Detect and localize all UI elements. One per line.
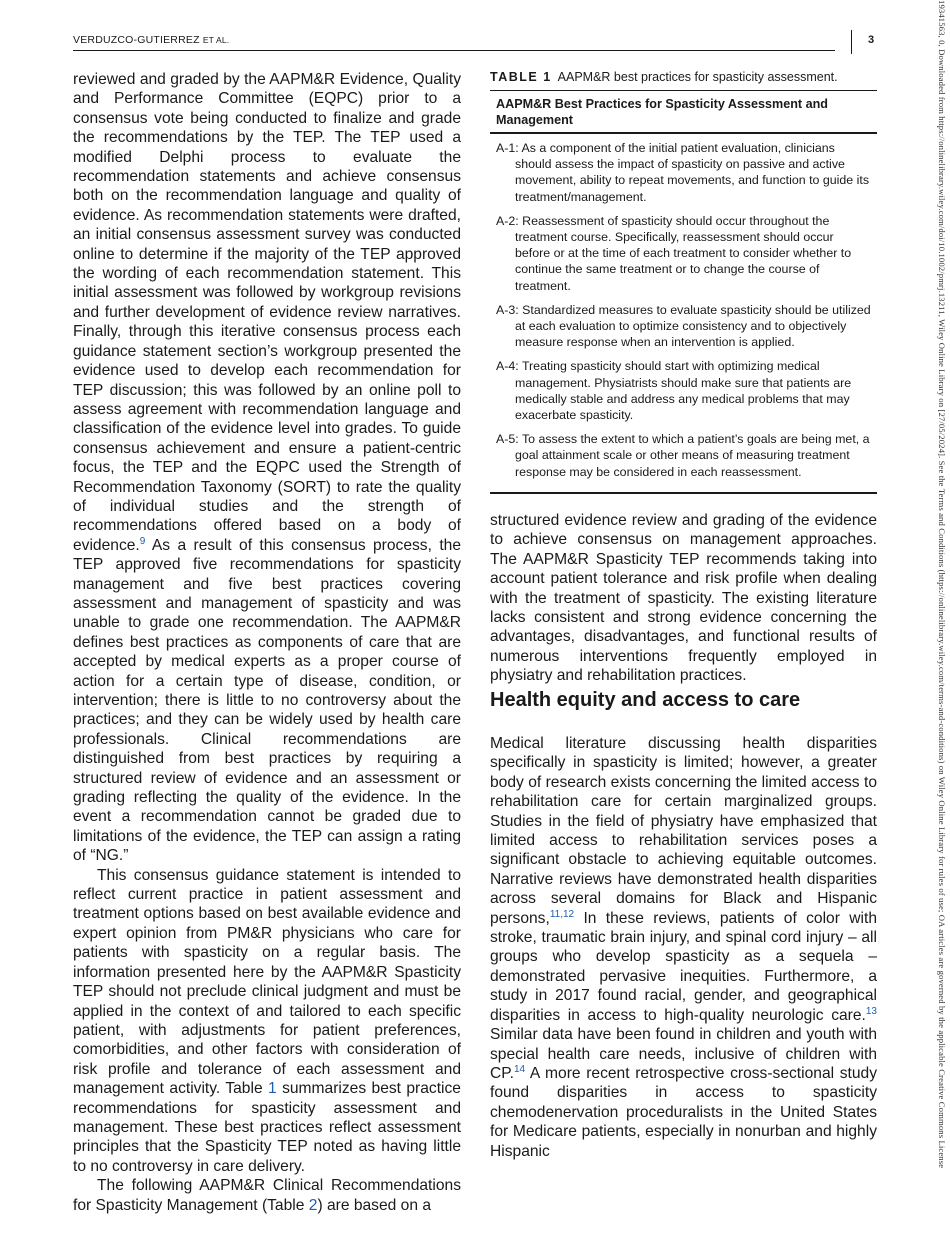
text-run: A more recent retrospective cross-sectional study found disparities in access to spasticity chemodenervation proceduralists in the United States for Medicare patients, especially in nonurban and highly Hispanic: [490, 1064, 877, 1160]
table-row: A-1: As a component of the initial patient evaluation, clinicians should assess the impact of spasticity on passive and active movement, ability to repeat movements, and function to guide its treatment/management.: [496, 141, 870, 204]
paragraph-methods: [73, 70, 461, 866]
paragraph-recommendations: [73, 1176, 461, 1215]
table-title: AAPM&R best practices for spasticity assessment.: [557, 70, 838, 84]
left-column: [73, 70, 461, 1215]
author-name: VERDUZCO-GUTIERREZ: [73, 34, 200, 46]
text-run: ) are based on a: [317, 1196, 432, 1214]
table-row: A-2: Reassessment of spasticity should occur throughout the treatment course. Specifically, reassessment should occur before or at the time of each treatment to consider whether to continue the same treatment or to change the course of treatment.: [496, 213, 852, 293]
paragraph-intent: [73, 866, 461, 1177]
text-run: reviewed and graded by the AAPM&R Evidence, Quality and Performance Committee (EQPC) prior to a consensus vote being conducted to finalize and grade the recommendations by the TEP. The TEP used a modified Delphi process to evaluate the recommendation statements and achieve consensus both on the recommendation language and quality of evidence. As recommendation statements were drafted, an initial consensus assessment survey was conducted online to determine if the majority of the TEP approved the wording of each recommendation statement. This initial assessment was followed by workgroup revisions and further development of evidence review narratives. Finally, through this iterative consensus process each guidance statement section’s workgroup presented the evidence used to develop each recommendation for TEP discussion; this was followed by an online poll to assess agreement with recommendation language and classification of the evidence level into grades. To guide consensus achievement and ensure a patient-centric focus, the TEP and the EQPC used the Strength of Recommendation Taxonomy (SORT) to rate the quality of individual studies and the strength of recommendations offered based on a body of evidence.: [73, 71, 461, 554]
citation-link[interactable]: 14: [513, 1063, 526, 1075]
author-suffix: ET AL.: [202, 35, 230, 45]
citation-link[interactable]: 9: [139, 535, 146, 547]
text-run: This consensus guidance statement is intended to reflect current practice in patient assessment and treatment options based on best available evidence and expert opinion from PM&R physicians who care for patients with spasticity on a regular basis. The information presented here by the AAPM&R Spasticity TEP should not preclude clinical judgment and must be applied in the context of and tailored to each specific patient, with adjustments for patient preferences, comorbidities, and other factors with consideration of risk profile and tolerance of each assessment and management activity. Table: [73, 866, 461, 1098]
text-run: Similar data have been found in children and youth with special health care needs, inclusive of children with CP.: [490, 1026, 877, 1082]
citation-link[interactable]: 13: [865, 1005, 877, 1017]
table-2-link[interactable]: 2: [308, 1196, 318, 1214]
table-bottom-rule: [490, 492, 877, 494]
table-row: A-5: To assess the extent to which a patient’s goals are being met, a goal attainment scale or other means of measuring treatment response may be considered in each reassessment.: [496, 432, 870, 479]
citation-link[interactable]: 11,12: [549, 908, 575, 920]
text-run: summarizes best practice recommendations for spasticity assessment and management. These best practices reflect assessment principles that the Spasticity TEP noted as having little to no controversy in care delivery.: [73, 1080, 461, 1175]
paragraph-structured-review: structured evidence review and grading of the evidence to achieve consensus on management approaches. The AAPM&R Spasticity TEP recommends taking into account patient tolerance and risk profile when dealing with the treatment of spasticity. The existing literature lacks consistent and strong evidence concerning the advantages, disadvantages, and functional results of numerous interventions frequently employed in physiatry and rehabilitation practices.: [490, 512, 877, 685]
download-notice-text: 19341563, 0, Downloaded from https://onlinelibrary.wiley.com/doi/10.1002/pmrj.13211, Wiley Online Library on [27/05/2024]. See the Terms and Conditions (https://onlinelibrary.wiley.com/terms-and-conditions) on Wiley Online Library for rules of use; OA articles are governed by the applicable Creative Commons License: [937, 0, 947, 1169]
paragraph-health-equity: [490, 734, 877, 1161]
table-body: [490, 134, 877, 492]
text-run: In these reviews, patients of color with stroke, traumatic brain injury, and spinal cord injury – all groups who develop spasticity as a sequela – demonstrated pervasive inequities. Furthermore, a study in 2017 found racial, gender, and geographical disparities in access to high-quality neurologic care.: [490, 909, 877, 1024]
page-number: 3: [868, 34, 875, 46]
table-caption: [490, 70, 880, 84]
text-run: The following AAPM&R Clinical Recommendations for Spasticity Management (Table: [73, 1177, 461, 1214]
right-column: [490, 511, 877, 686]
best-practices-table: [490, 90, 877, 494]
running-head-author: [73, 34, 229, 46]
table-1-link[interactable]: 1: [268, 1080, 277, 1098]
table-row: A-3: Standardized measures to evaluate spasticity should be utilized at each evaluation to optimize consistency and to objectively measure response when an intervention is applied.: [496, 302, 871, 350]
header-divider: [851, 30, 852, 54]
table-label: TABLE 1: [490, 70, 552, 84]
table-header: AAPM&R Best Practices for Spasticity Assessment and Management: [496, 97, 828, 127]
text-run: Medical literature discussing health disparities specifically in spasticity is limited; however, a greater body of research exists concerning the limited access to rehabilitation care for certain marginalized groups. Studies in the field of physiatry have emphasized that limited access to rehabilitation services poses a significant obstacle to achieving equitable outcomes. Narrative reviews have demonstrated health disparities across several domains for Black and Hispanic persons,: [490, 735, 877, 927]
table-row: A-4: Treating spasticity should start with optimizing medical management. Physiatrists should make sure that patients are medically stable and address any medical problems that may exacerbate spasticity.: [496, 359, 852, 423]
text-run: As a result of this consensus process, the TEP approved five recommendations for spasticity management and five best practices covering assessment and management of spasticity and was unable to grade one recommendation. The AAPM&R defines best practices as components of care that are accepted by medical experts as a proper course of action for a certain type of disease, condition, or intervention; there is little to no controversy about the practices; and they can be widely used by health care professionals. Clinical recommendations are distinguished from best practices by requiring a structured review of evidence and an assessment or grading reflecting the quality of the evidence. In the event a recommendation cannot be graded due to limitations of the evidence, the TEP can assign a rating of “NG.”: [73, 536, 461, 865]
right-column-lower: [490, 734, 877, 1161]
header-rule: [73, 50, 835, 51]
download-notice: [937, 0, 950, 1249]
section-heading: Health equity and access to care: [490, 689, 801, 711]
